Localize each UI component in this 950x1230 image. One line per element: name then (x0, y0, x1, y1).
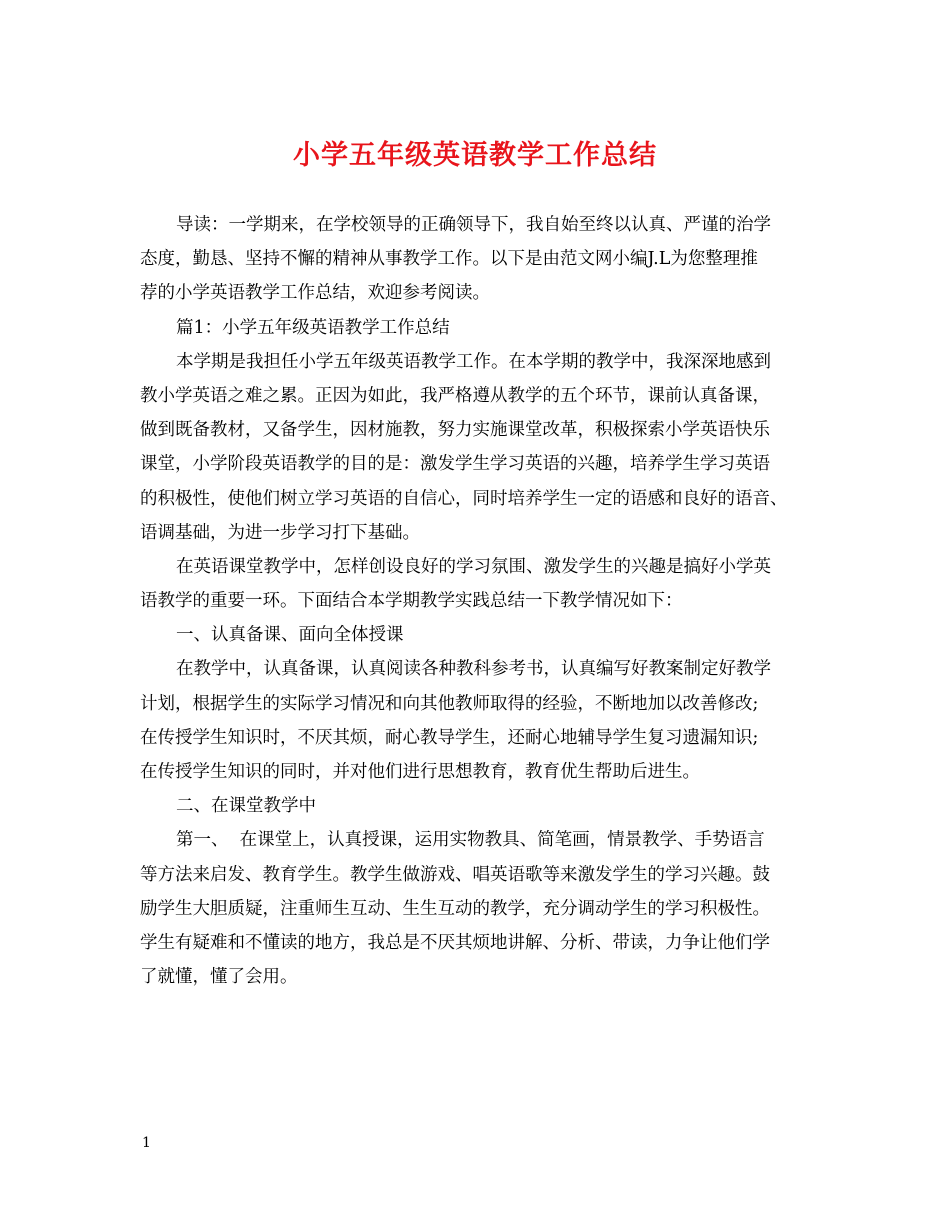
paragraph-line: 了就懂，懂了会用。 (140, 967, 298, 988)
paragraph-line: 第一、 在课堂上，认真授课，运用实物教具、简笔画，情景教学、手势语言 (176, 830, 765, 851)
paragraph-line: 课堂，小学阶段英语教学的目的是：激发学生学习英语的兴趣，培养学生学习英语 (140, 454, 770, 475)
paragraph-line: 语教学的重要一环。下面结合本学期教学实践总结一下教学情况如下： (140, 591, 683, 612)
paragraph-line: 在传授学生知识的同时，并对他们进行思想教育，教育优生帮助后进生。 (140, 762, 700, 782)
paragraph-line: 学生有疑难和不懂读的地方，我总是不厌其烦地讲解、分析、带读，力争让他们学 (140, 932, 770, 953)
paragraph-line: 态度，勤恳、坚持不懈的精神从事教学工作。以下是由范文网小编J.L为您整理推 (140, 249, 758, 270)
section-heading: 二、在课堂教学中 (176, 796, 316, 817)
paragraph-line: 教小学英语之难之累。正因为如此，我严格遵从教学的五个环节，课前认真备课， (140, 385, 770, 406)
paragraph-line: 励学生大胆质疑，注重师生互动、生生互动的教学，充分调动学生的学习积极性。 (140, 898, 770, 919)
paragraph-line: 本学期是我担任小学五年级英语教学工作。在本学期的教学中，我深深地感到 (176, 351, 771, 372)
document-body (140, 208, 820, 994)
paragraph-line: 在传授学生知识时，不厌其烦，耐心教导学生，还耐心地辅导学生复习遗漏知识; (140, 727, 759, 748)
paragraph-line: 等方法来启发、教育学生。教学生做游戏、唱英语歌等来激发学生的学习兴趣。鼓 (140, 864, 770, 885)
section-heading: 一、认真备课、面向全体授课 (176, 625, 404, 646)
paragraph-line: 导读：一学期来，在学校领导的正确领导下，我自始至终以认真、严谨的治学 (176, 215, 771, 235)
paragraph-line: 的积极性，使他们树立学习英语的自信心，同时培养学生一定的语感和良好的语音、 (140, 488, 788, 509)
paragraph-line: 做到既备教材，又备学生，因材施教，努力实施课堂改革，积极探索小学英语快乐 (140, 420, 770, 441)
paragraph-line: 计划，根据学生的实际学习情况和向其他教师取得的经验，不断地加以改善修改; (140, 693, 759, 714)
document-title: 小学五年级英语教学工作总结 (293, 140, 657, 171)
section-heading: 篇1：小学五年级英语教学工作总结 (176, 317, 450, 338)
paragraph-line: 在英语课堂教学中，怎样创设良好的学习氛围、激发学生的兴趣是搞好小学英 (176, 556, 771, 577)
paragraph-line: 在教学中，认真备课，认真阅读各种教科参考书，认真编写好教案制定好教学 (176, 659, 771, 680)
page-number: 1 (142, 1135, 151, 1151)
paragraph-line: 语调基础，为进一步学习打下基础。 (140, 522, 420, 543)
paragraph-line: 荐的小学英语教学工作总结，欢迎参考阅读。 (140, 283, 490, 304)
